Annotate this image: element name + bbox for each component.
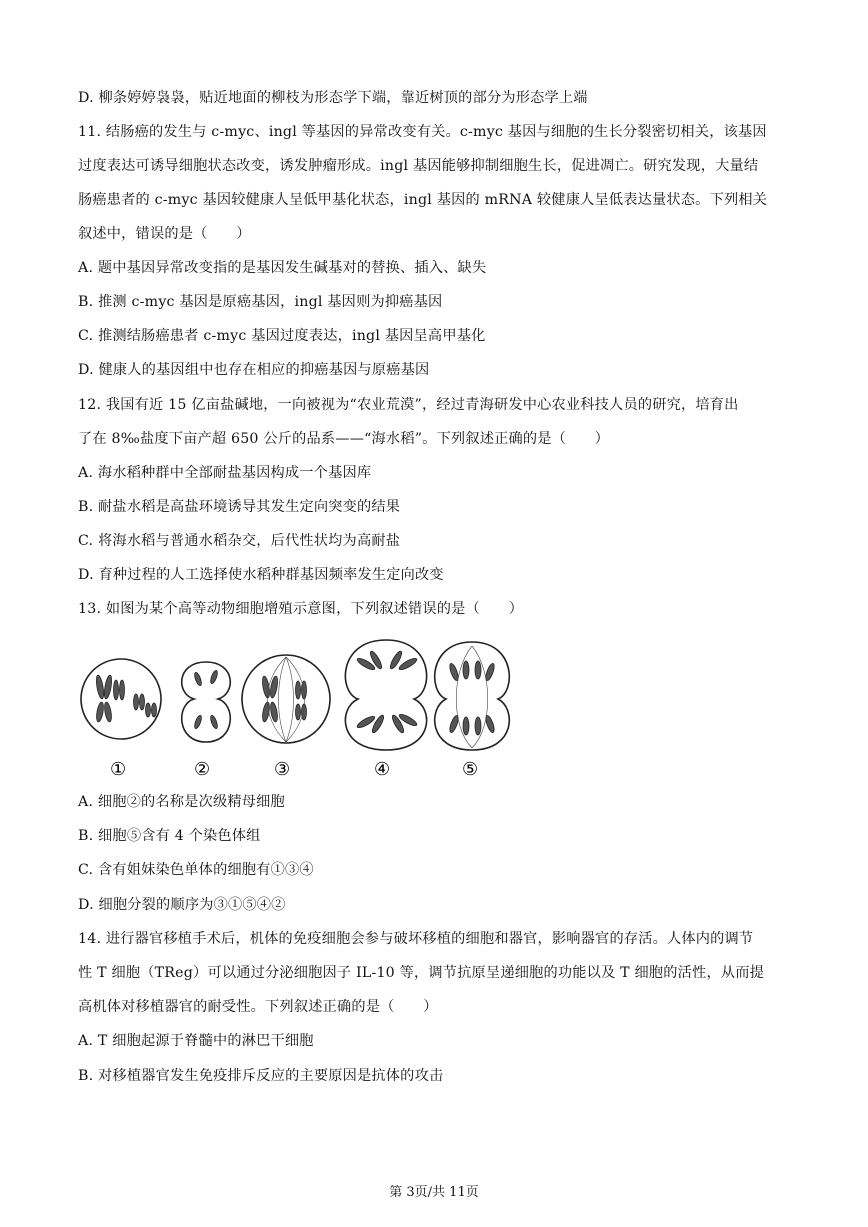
q11-option-c: C. 推测结肠癌患者 c-myc 基因过度表达，ingl 基因呈高甲基化 <box>78 328 486 344</box>
q14-stem-line3: 高机体对移植器官的耐受性。下列叙述正确的是（ ） <box>78 999 438 1015</box>
q12-option-c: C. 将海水稻与普通水稻杂交，后代性状均为高耐盐 <box>78 533 401 549</box>
q12-stem-line2: 了在 8‰盐度下亩产超 650 公斤的品系——“海水稻”。下列叙述正确的是（ ） <box>78 431 610 447</box>
q12-option-d: D. 育种过程的人工选择使水稻种群基因频率发生定向改变 <box>78 567 444 583</box>
q11-option-b: B. 推测 c-myc 基因是原癌基因，ingl 基因则为抑癌基因 <box>78 294 443 310</box>
q13-stem: 13. 如图为某个高等动物细胞增殖示意图，下列叙述错误的是（ ） <box>78 601 524 617</box>
q14-stem-line2: 性 T 细胞（TReg）可以通过分泌细胞因子 IL-10 等，调节抗原呈递细胞的功能以及 T 细胞的活性，从而提 <box>78 965 764 981</box>
q12-stem-line1: 12. 我国有近 15 亿亩盐碱地，一向被视为“农业荒漠”，经过青海研发中心农业科技人员的研究，培育出 <box>78 397 739 413</box>
cell-2 <box>182 662 231 742</box>
q11-option-a: A. 题中基因异常改变指的是基因发生碱基对的替换、插入、缺失 <box>78 260 487 276</box>
q13-option-b: B. 细胞⑤含有 4 个染色体组 <box>78 828 261 844</box>
q13-option-a: A. 细胞②的名称是次级精母细胞 <box>78 794 285 810</box>
figure-label-4: ④ <box>374 759 391 780</box>
q10-option-d: D. 柳条婷婷袅袅，贴近地面的柳枝为形态学下端，靠近树顶的部分为形态学上端 <box>78 90 588 106</box>
cell-3 <box>242 655 330 743</box>
page-footer: 第 3页/共 11页 <box>389 1185 479 1200</box>
q12-option-a: A. 海水稻种群中全部耐盐基因构成一个基因库 <box>78 465 372 481</box>
q11-stem-line3: 肠癌患者的 c-myc 基因较健康人呈低甲基化状态，ingl 基因的 mRNA 较健康人呈低表达量状态。下列相关 <box>78 192 768 208</box>
figure-label-5: ⑤ <box>462 759 479 780</box>
q11-option-d: D. 健康人的基因组中也存在相应的抑癌基因与原癌基因 <box>78 362 430 378</box>
figure-label-3: ③ <box>274 759 291 780</box>
q12-option-b: B. 耐盐水稻是高盐环境诱导其发生定向突变的结果 <box>78 499 401 515</box>
cell-division-figure <box>76 632 526 782</box>
figure-label-1: ① <box>110 759 127 780</box>
q11-stem-line4: 叙述中，错误的是（ ） <box>78 226 251 242</box>
q11-stem-line2: 过度表达可诱导细胞状态改变，诱发肿瘤形成。ingl 基因能够抑制细胞生长，促进凋亡。研究发现，大量结 <box>78 158 759 174</box>
figure-label-2: ② <box>194 759 211 780</box>
cell-4 <box>345 640 426 750</box>
q11-stem-line1: 11. 结肠癌的发生与 c-myc、ingl 等基因的异常改变有关。c-myc 基因与细胞的生长分裂密切相关，该基因 <box>78 124 767 140</box>
q14-option-b: B. 对移植器官发生免疫排斥反应的主要原因是抗体的攻击 <box>78 1068 444 1084</box>
cell-5 <box>435 642 510 750</box>
q13-option-d: D. 细胞分裂的顺序为③①⑤④② <box>78 897 286 913</box>
q13-option-c: C. 含有姐妹染色单体的细胞有①③④ <box>78 862 314 878</box>
q14-stem-line1: 14. 进行器官移植手术后，机体的免疫细胞会参与破坏移植的细胞和器官，影响器官的存活。人体内的调节 <box>78 931 754 947</box>
q14-option-a: A. T 细胞起源于脊髓中的淋巴干细胞 <box>78 1033 314 1049</box>
